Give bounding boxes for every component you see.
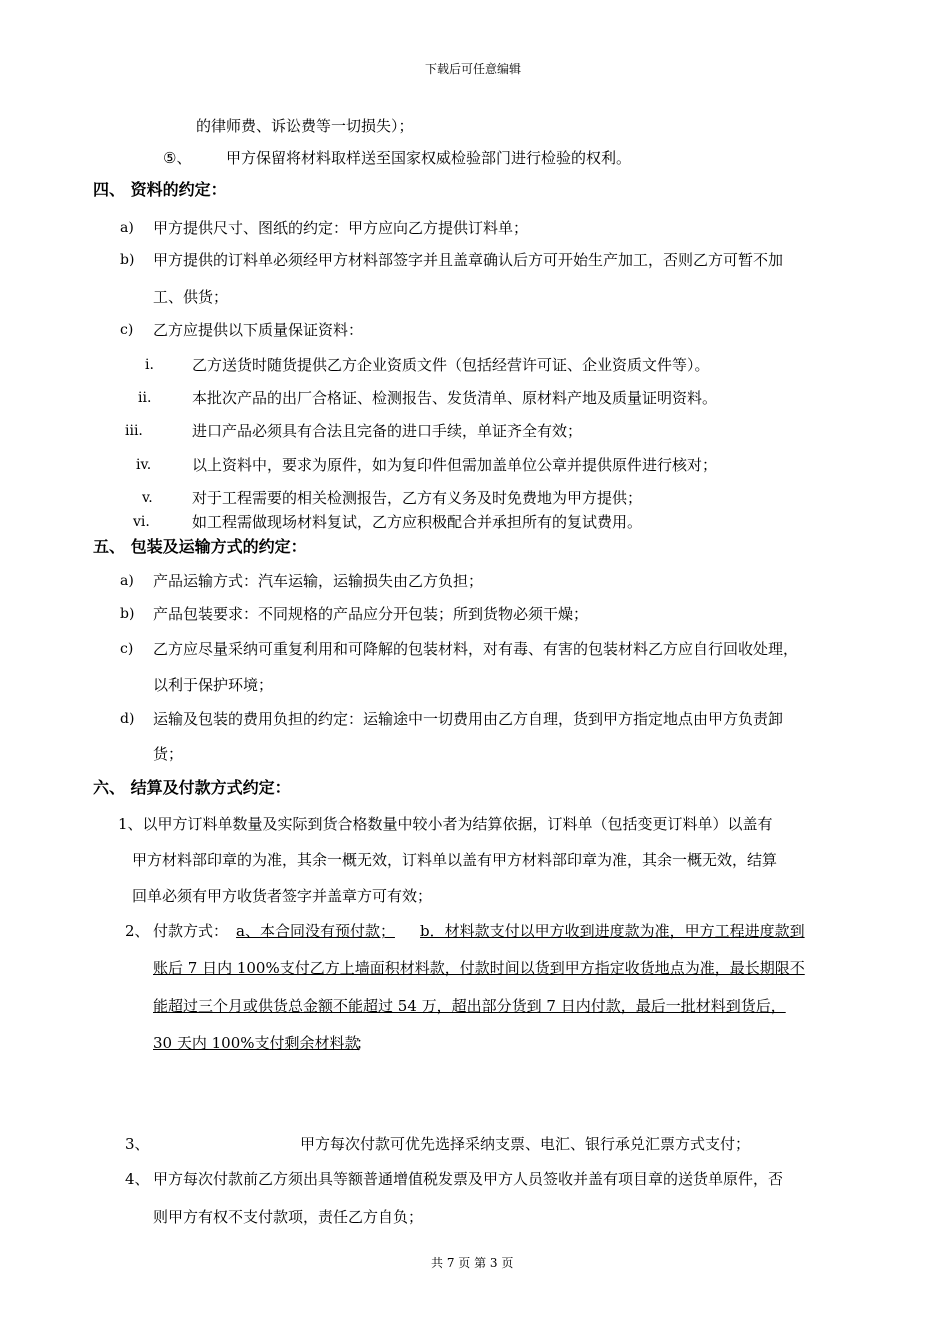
sec6-p1-line2: 甲方材料部印章的为准，其余一概无效，订料单以盖有甲方材料部印章为准，其余一概无效，结算 [132,851,778,869]
sec5-b-marker: b) [120,606,135,622]
sec4-sub-text: 本批次产品的出厂合格证、检测报告、发货清单、原材料产地及质量证明资料。 [192,389,718,407]
sec6-p2-line3: 能超过三个月或供货总金额不能超过 54 万，超出部分货到 7 日内付款，最后一批材料到货后， [153,997,786,1015]
sec6-p1-line3: 回单必须有甲方收货者签字并盖章方可有效； [132,887,433,905]
sec4-b-text-line1: 甲方提供的订料单必须经甲方材料部签字并且盖章确认后方可开始生产加工，否则乙方可暂不加 [153,251,784,269]
sec4-sub-marker: iv. [136,457,152,473]
sec4-sub-text: 对于工程需要的相关检测报告，乙方有义务及时免费地为甲方提供； [192,489,643,507]
page-footer: 共 7 页 第 3 页 [431,1256,514,1270]
sec4-sub-marker: ii. [138,390,152,406]
sec4-b-text-line2: 工、供货； [153,288,229,306]
sec5-d-text-line2: 货； [153,745,184,763]
sec4-sub-marker: v. [142,490,153,506]
sec4-c-marker: c) [120,322,134,338]
sec4-a-text: 甲方提供尺寸、图纸的约定：甲方应向乙方提供订料单； [153,219,529,237]
sec4-sub-text: 进口产品必须具有合法且完备的进口手续，单证齐全有效； [192,422,583,440]
sec4-sub-marker: vi. [133,514,150,530]
sec5-c-text-line2: 以利于保护环境； [153,676,274,694]
section-6-heading: 六、 结算及付款方式约定： [93,778,291,797]
sec4-sub-text: 如工程需做现场材料复试，乙方应积极配合并承担所有的复试费用。 [192,513,643,531]
sec6-p2-line2: 账后 7 日内 100%支付乙方上墙面积材料款，付款时间以货到甲方指定收货地点为准，最长期限不 [153,959,805,977]
page-header: 下载后可任意编辑 [425,62,522,76]
sec6-p2-clause-a: a、本合同没有预付款； [236,922,395,940]
sec6-p4-line1: 甲方每次付款前乙方须出具等额普通增值税发票及甲方人员签收并盖有项目章的送货单原件，否 [153,1170,784,1188]
sec4-a-marker: a) [120,220,134,236]
sec5-d-marker: d) [120,711,135,727]
sec4-b-marker: b) [120,252,135,268]
sec6-p2-clause-b: b．材料款支付以甲方收到进度款为准，甲方工程进度款到 [420,922,805,940]
sec5-b-text: 产品包装要求：不同规格的产品应分开包装；所到货物必须干燥； [153,605,589,623]
sec6-p3-marker: 3、 [125,1135,150,1153]
sec4-sub-text: 乙方送货时随货提供乙方企业资质文件（包括经营许可证、企业资质文件等）。 [192,356,710,374]
sec5-c-marker: c) [120,641,134,657]
sec3-continuation-line: 的律师费、诉讼费等一切损失）； [196,117,414,135]
sec4-sub-text: 以上资料中，要求为原件，如为复印件但需加盖单位公章并提供原件进行核对； [192,456,718,474]
sec6-p2-end: ； [356,1034,372,1052]
sec3-item5-marker: ⑤、 [163,149,192,167]
sec6-p4-line2: 则甲方有权不支付款项，责任乙方自负； [153,1208,424,1226]
sec4-c-text: 乙方应提供以下质量保证资料： [153,321,364,339]
sec4-sub-marker: iii. [125,423,143,439]
sec6-p4-marker: 4、 [125,1170,150,1188]
sec6-p2-label: 付款方式： [153,922,229,940]
sec3-item5-text: 甲方保留将材料取样送至国家权威检验部门进行检验的权利。 [226,149,632,167]
sec5-a-text: 产品运输方式：汽车运输，运输损失由乙方负担； [153,572,484,590]
sec5-c-text-line1: 乙方应尽量采纳可重复利用和可降解的包装材料，对有毒、有害的包装材料乙方应自行回收处理， [153,640,799,658]
sec4-sub-marker: i. [145,357,154,373]
section-4-heading: 四、 资料的约定： [93,180,227,199]
sec6-p3-text: 甲方每次付款可优先选择采纳支票、电汇、银行承兑汇票方式支付； [300,1135,751,1153]
sec5-d-text-line1: 运输及包装的费用负担的约定：运输途中一切费用由乙方自理，货到甲方指定地点由甲方负责卸 [153,710,784,728]
sec6-p2-marker: 2、 [125,922,150,940]
sec6-p2-line4: 30 天内 100%支付剩余材料款 [153,1034,360,1052]
sec5-a-marker: a) [120,573,134,589]
sec6-p1-line1: 1、以甲方订料单数量及实际到货合格数量中较小者为结算依据，订料单（包括变更订料单）以盖有 [118,815,773,833]
section-5-heading: 五、 包装及运输方式的约定： [93,537,307,556]
